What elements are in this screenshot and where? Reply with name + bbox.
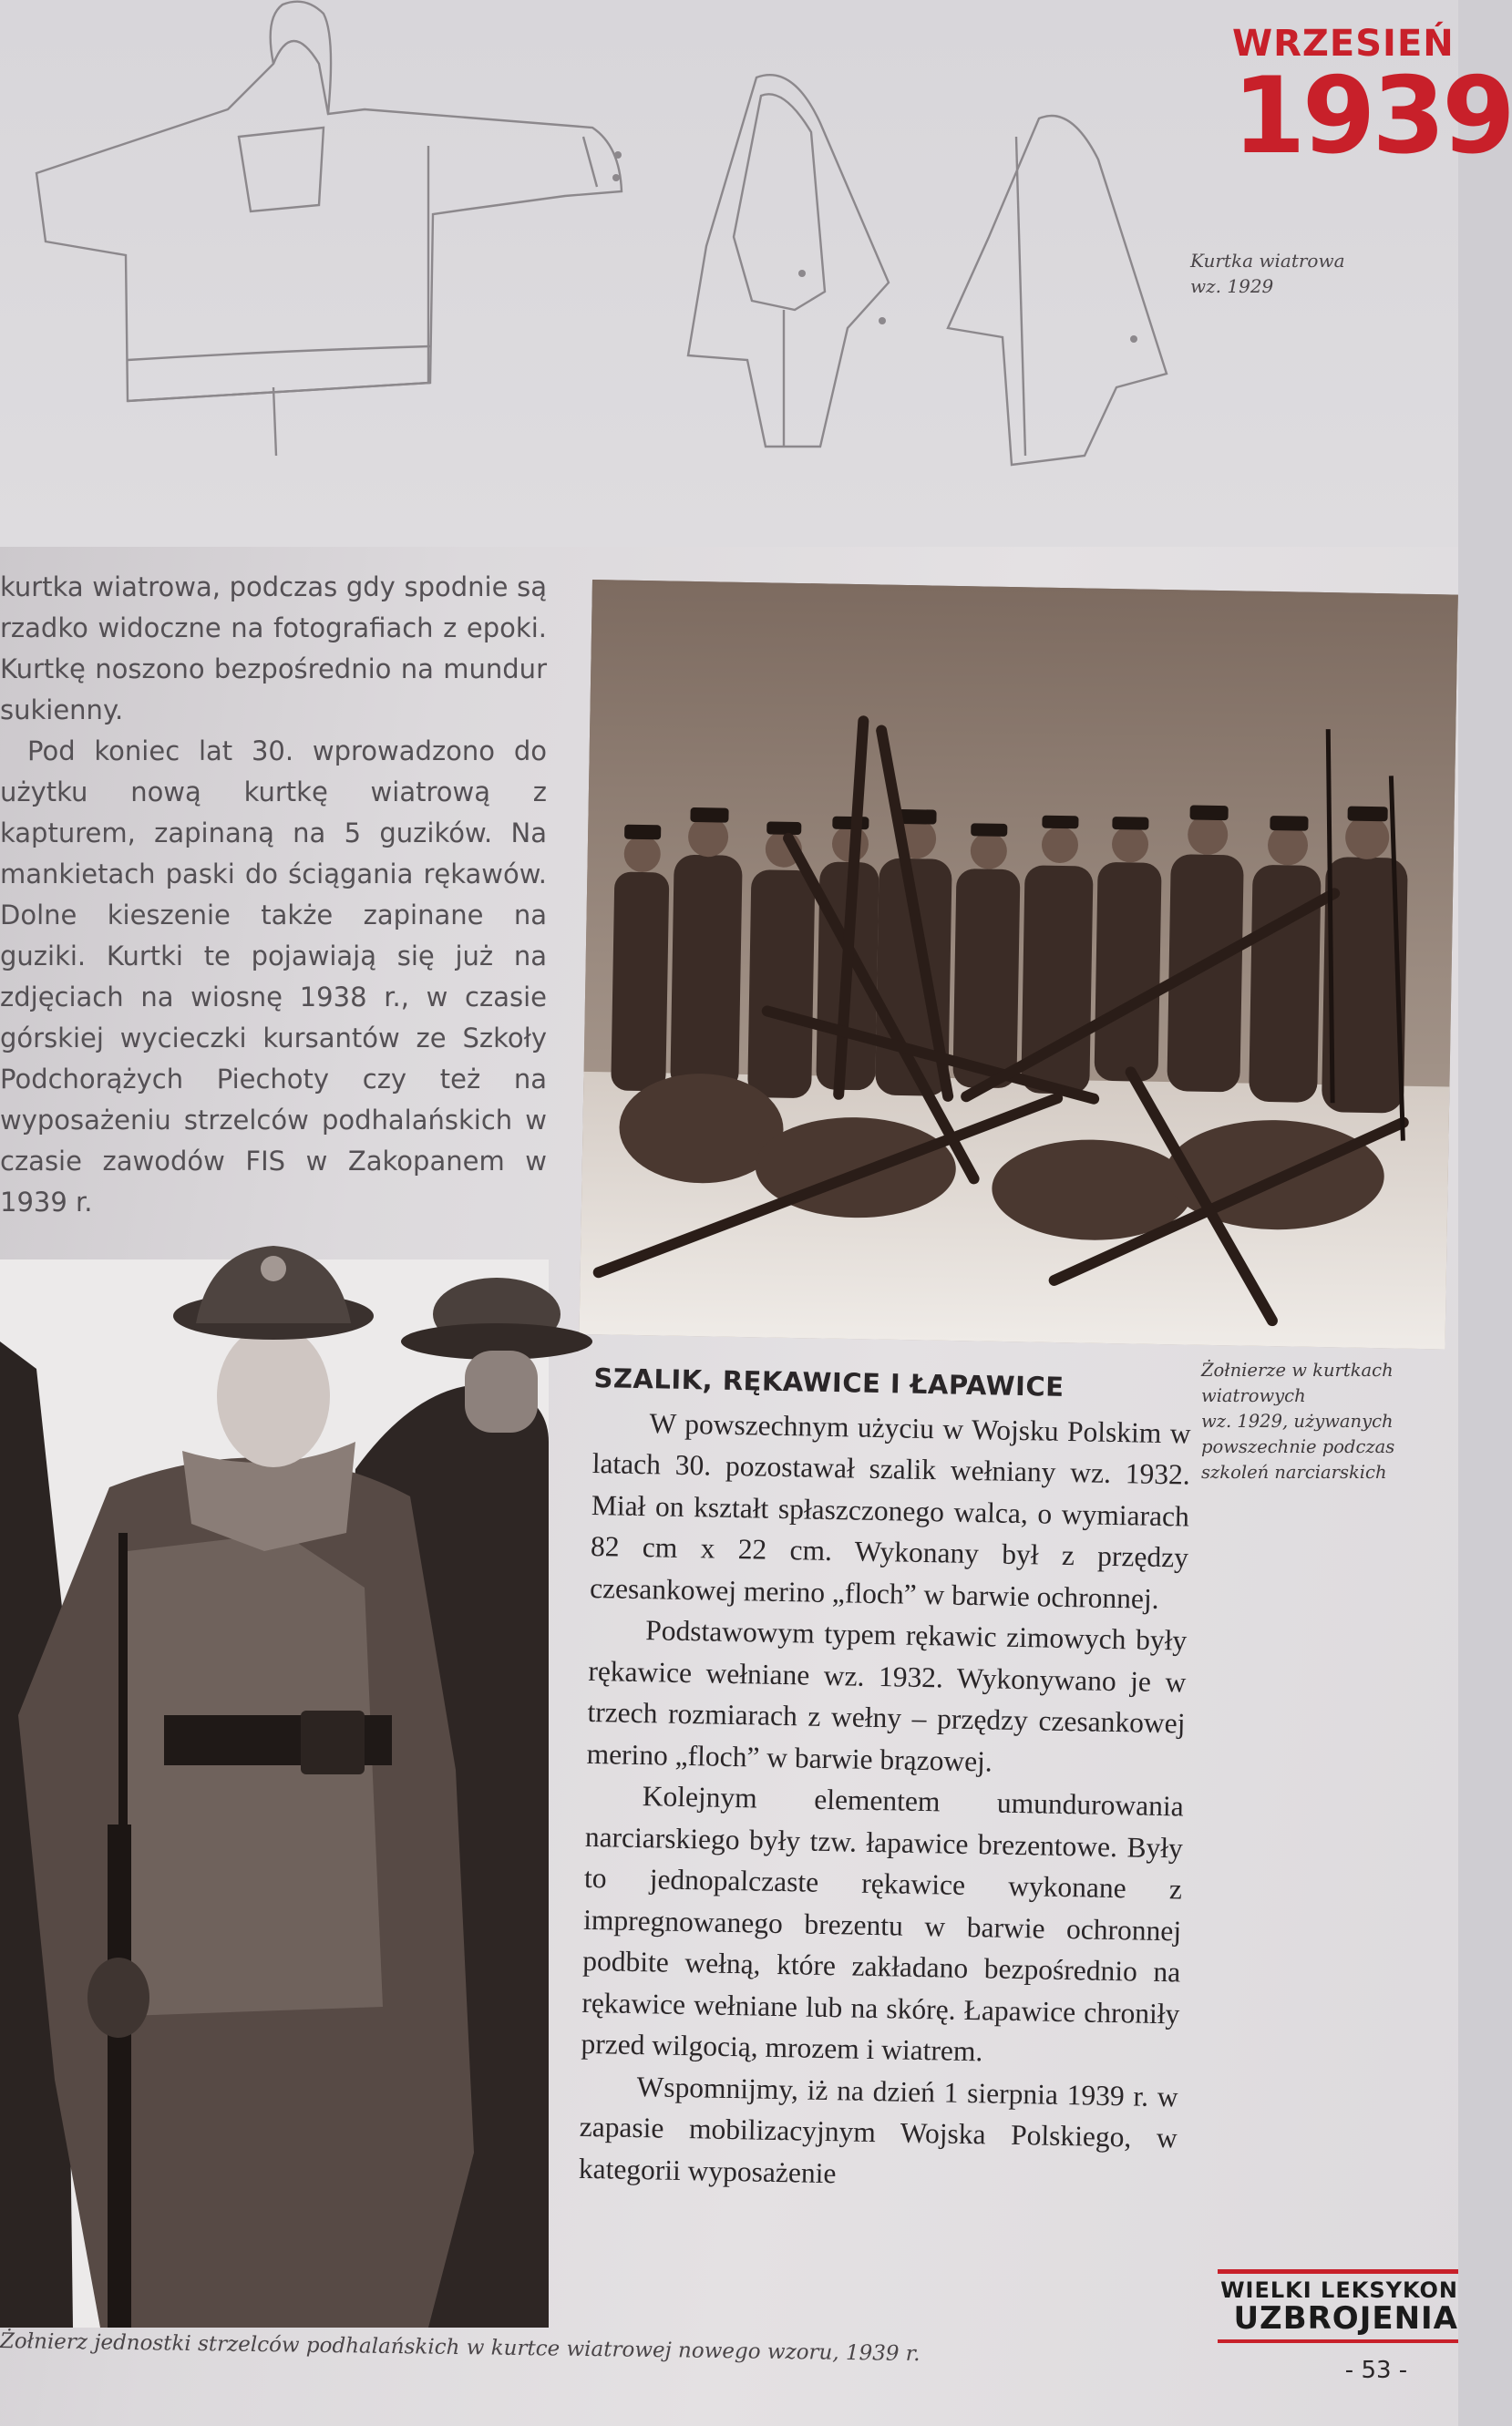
logo-top-rule [1218,2269,1458,2274]
left-text-column [0,567,547,1223]
hood-side-outline [948,116,1167,465]
left-paragraph-2: Pod koniec lat 30. wprowadzono do użytku nową kurtkę wiatrową z kapturem, zapinaną na 5 guzików. Na mankietach paski do ściągania rękawów. Dolne kieszenie także zapinane na guziki. Kurtki te pojawiają się już na zdjęciach na wiosnę 1938 r., w czasie górskiej wycieczki kursantów ze Szkoły Podchorążych Piechoty czy też na wyposażeniu strzelców podhalańskich w czasie zawodów FIS w Zakopanem w 1939 r. [0,735,547,1218]
hood-front-outline [688,75,889,447]
series-badge [1232,23,1512,178]
soldier-portrait-photo [0,1259,549,2328]
right-paragraph-2: Podstawowym typem rękawic zimowych były rękawice wełniane wz. 1932. Wykonywano je w trzech rozmiarach z wełny – przędzy czesankowej merino „floch” w barwie brązowej. [586,1614,1188,1777]
ski-soldiers-photo-art [580,580,1458,1349]
ski-photo-caption: Żołnierze w kurtkach wiatrowych wz. 1929, używanych powszechnie podczas szkoleń narciarskich [1201,1360,1395,1483]
right-paragraph-4: Wspomnijmy, iż na dzień 1 sierpnia 1939 r. w zapasie mobilizacyjnym Wojska Polskiego, w kategorii wyposażenie [578,2070,1178,2189]
section-heading: SZALIK, RĘKAWICE I ŁAPAWICE [593,1362,1065,1403]
hood-side-seam [1016,137,1025,456]
ski-soldiers-photo [580,580,1458,1349]
publication-logo [1218,2269,1458,2343]
drawing-caption: Kurtka wiatrowa wz. 1929 [1190,250,1345,297]
jacket-drawstring [273,387,276,456]
right-text-column [578,1358,1191,2200]
series-badge-year: 1939 [1232,55,1512,178]
soldier-photo-caption: Żołnierz jednostki strzelców podhalańskich w kurtce wiatrowej nowego wzoru, 1939 r. [0,2329,921,2367]
right-paragraph-1: W powszechnym użyciu w Wojsku Polskim w latach 30. pozostawał szalik wełniany wz. 1932. Miał on kształt spłaszczonego walca, o wymiarach 82 cm x 22 cm. Wykonany był z przędzy czesankowej merino „floch” w barwie ochronnej. [589,1406,1191,1615]
logo-line-1: WIELKI LEKSYKON [1220,2277,1458,2303]
jacket-drawing-panel [0,0,1512,547]
jacket-sleeve-cuff [583,137,597,187]
logo-bottom-rule [1218,2339,1458,2343]
page-number: - 53 - [1344,2357,1408,2384]
soldier-portrait-art [0,1259,549,2328]
logo-line-2: UZBROJENIA [1233,2300,1458,2337]
right-paragraph-3: Kolejnym elementem umundurowania narciarskiego były tzw. łapawice brezentowe. Były to jednopalczaste rękawice wykonane z impregnowanego brezentu w barwie ochronnej podbite wełną, które zakładano bezpośrednio na rękawice wełniane lub na skórę. Łapawice chroniły przed wilgocią, mrozem i wiatrem. [581,1780,1185,2068]
jacket-waistband [128,346,430,401]
left-paragraph-1: kurtka wiatrowa, podczas gdy spodnie są rzadko widoczne na fotografiach z epoki. Kurtkę noszono bezpośrednio na mundur sukienny. [0,571,547,725]
jacket-collar [239,128,324,211]
hood-front-inner [734,94,825,310]
series-badge-month: WRZESIEŃ [1232,23,1455,65]
jacket-hood-fold [271,2,331,114]
